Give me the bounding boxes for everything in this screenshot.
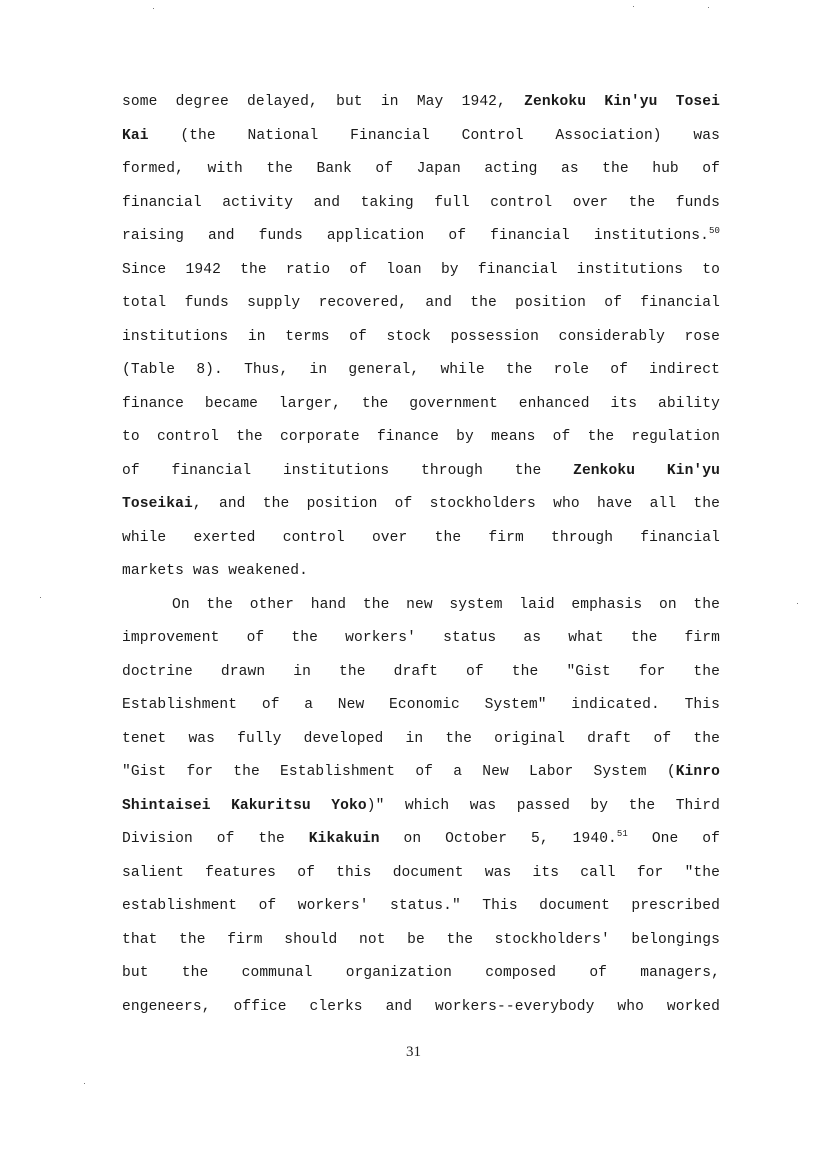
- text-line: [122, 258, 720, 282]
- text-line: [122, 191, 720, 215]
- text-segment: "Gist for the Establishment of a New Labor System (: [122, 764, 676, 780]
- text-line: [122, 90, 720, 114]
- text-segment: (the National Financial Control Association) was: [148, 127, 720, 144]
- emphasized-term: Toseikai: [122, 496, 193, 512]
- text-segment: while exerted control over the firm through financial: [122, 529, 720, 546]
- text-line: [172, 593, 720, 617]
- text-segment: of financial institutions through the: [122, 462, 574, 479]
- emphasized-term: Kai: [122, 127, 149, 144]
- scan-speck: [633, 6, 634, 7]
- text-line: [122, 928, 720, 952]
- text-line: [122, 224, 720, 248]
- text-segment: engeneers, office clerks and workers--everybody who worked: [122, 998, 720, 1015]
- text-segment: finance became larger, the government enhanced its ability: [122, 395, 720, 412]
- text-line: [122, 693, 720, 717]
- text-line: [122, 861, 720, 885]
- text-segment: Establishment of a New Economic System" indicated. This: [122, 697, 720, 713]
- text-segment: some degree delayed, but in May 1942,: [122, 94, 525, 110]
- text-segment: formed, with the Bank of Japan acting as the hub of: [122, 161, 720, 177]
- text-line: [122, 760, 720, 784]
- text-line: [122, 660, 720, 684]
- text-line: [122, 124, 720, 148]
- text-segment: Since 1942 the ratio of loan by financial institutions to: [122, 261, 720, 278]
- text-segment: (Table 8). Thus, in general, while the role of indirect: [122, 362, 720, 378]
- emphasized-term: Kikakuin: [308, 831, 380, 847]
- text-line: [122, 392, 720, 416]
- text-line: [122, 559, 720, 583]
- scan-speck: [708, 7, 709, 8]
- text-line: [122, 358, 720, 382]
- text-segment: improvement of the workers' status as what the firm: [122, 630, 720, 646]
- text-line: [122, 425, 720, 449]
- footnote-marker: 50: [708, 226, 720, 236]
- text-segment: doctrine drawn in the draft of the "Gist for the: [122, 663, 720, 680]
- text-segment: , and the position of stockholders who have all the: [192, 496, 720, 512]
- text-line: [122, 291, 720, 315]
- text-line: [122, 626, 720, 650]
- text-line: [122, 157, 720, 181]
- text-line: [122, 961, 720, 985]
- text-segment: total funds supply recovered, and the position of financial: [122, 295, 720, 311]
- text-segment: salient features of this document was its call for "the: [122, 864, 720, 881]
- text-line: [122, 995, 720, 1019]
- text-segment: One of: [627, 831, 720, 847]
- emphasized-term: Kinro: [675, 764, 720, 780]
- text-line: [122, 894, 720, 918]
- text-segment: institutions in terms of stock possession considerably rose: [122, 328, 720, 345]
- text-segment: to control the corporate finance by means of the regulation: [122, 429, 720, 445]
- text-segment: Division of the: [122, 831, 309, 847]
- text-line: [122, 526, 720, 550]
- page-number: 31: [406, 1044, 421, 1060]
- text-line: [122, 727, 720, 751]
- emphasized-term: Shintaisei Kakuritsu Yoko: [122, 797, 367, 814]
- text-segment: markets was weakened.: [122, 563, 309, 579]
- text-segment: On the other hand the new system laid emphasis on the: [172, 596, 720, 613]
- footnote-marker: 51: [616, 829, 628, 839]
- text-segment: )" which was passed by the Third: [366, 797, 720, 814]
- emphasized-term: Zenkoku Kin'yu: [573, 462, 720, 479]
- text-line: [122, 459, 720, 483]
- text-line: [122, 492, 720, 516]
- text-line: [122, 325, 720, 349]
- scan-speck: [84, 1083, 85, 1084]
- text-segment: tenet was fully developed in the original draft of the: [122, 730, 720, 747]
- scan-speck: [153, 8, 154, 9]
- text-segment: financial activity and taking full control over the funds: [122, 194, 720, 211]
- text-segment: raising and funds application of financial institutions.: [122, 228, 709, 244]
- text-line: [122, 794, 720, 818]
- text-segment: establishment of workers' status." This document prescribed: [122, 898, 720, 914]
- scan-speck: [40, 597, 41, 598]
- text-segment: on October 5, 1940.: [379, 831, 617, 847]
- emphasized-term: Zenkoku Kin'yu Tosei: [524, 94, 721, 110]
- text-segment: that the firm should not be the stockholders' belongings: [122, 931, 720, 948]
- scan-speck: [797, 603, 798, 604]
- text-line: [122, 827, 720, 851]
- text-segment: but the communal organization composed of managers,: [122, 965, 720, 981]
